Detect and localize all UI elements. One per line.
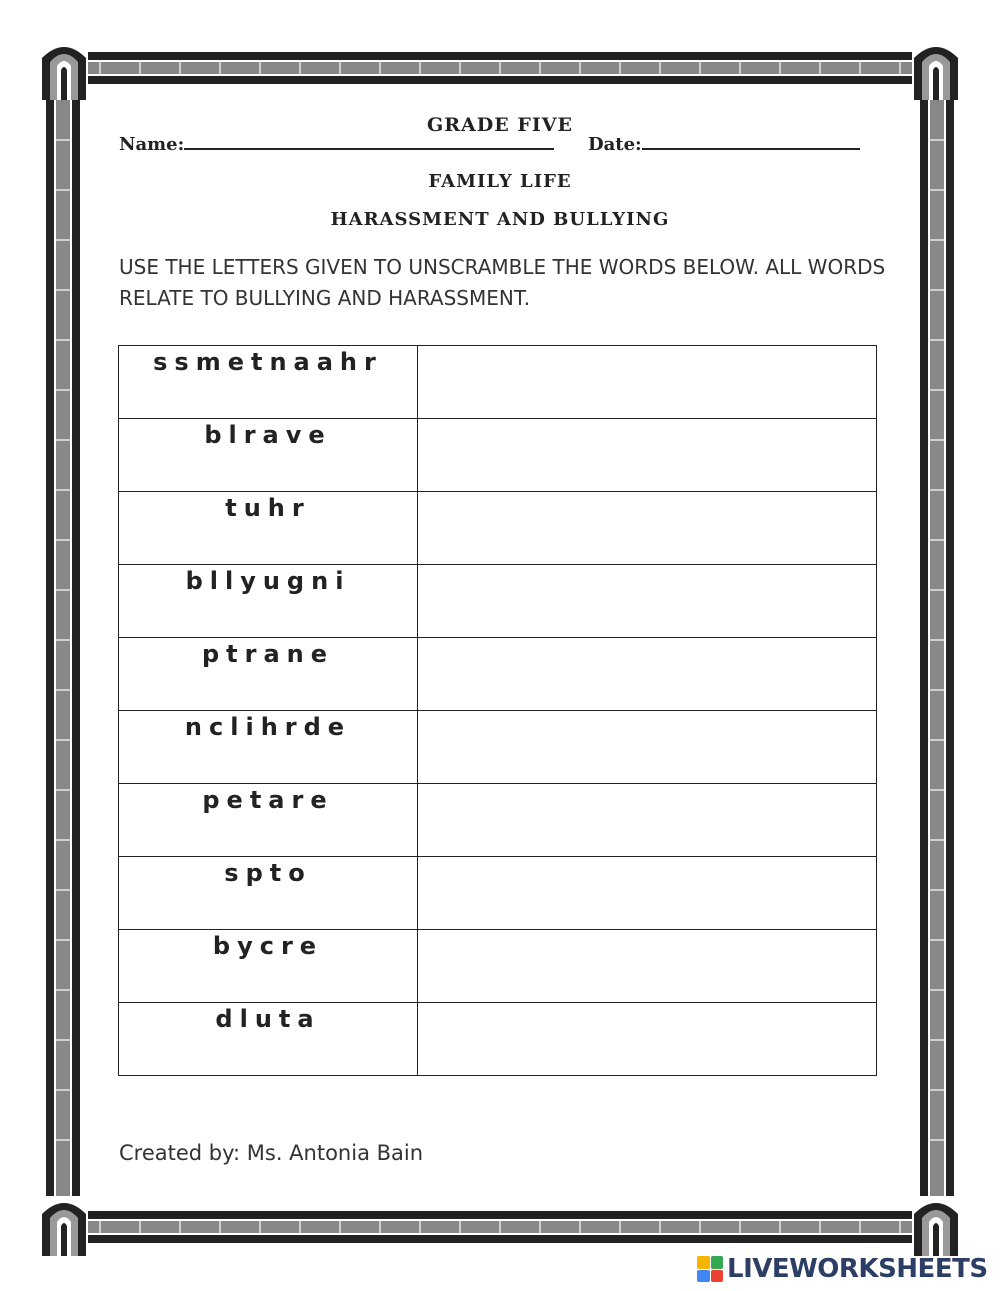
scrambled-word: tuhr [119, 492, 418, 565]
table-row [119, 711, 877, 784]
name-label: Name: [119, 134, 185, 155]
table-row [119, 1003, 877, 1076]
answer-cell[interactable] [418, 419, 877, 492]
scrambled-word: spto [119, 857, 418, 930]
scrambled-word: ptrane [119, 638, 418, 711]
scrambled-word: bllyugni [119, 565, 418, 638]
table-row [119, 857, 877, 930]
scrambled-word: bycre [119, 930, 418, 1003]
answer-cell[interactable] [418, 492, 877, 565]
name-field[interactable] [119, 134, 554, 155]
table-row [119, 638, 877, 711]
logo-square [697, 1256, 710, 1269]
table-row [119, 346, 877, 419]
logo-square [697, 1270, 710, 1283]
date-label: Date: [588, 134, 642, 155]
corner-ornament-top-left [40, 40, 88, 100]
grade-heading: GRADE FIVE [427, 114, 573, 136]
unscramble-table [118, 345, 877, 1076]
table-row [119, 492, 877, 565]
corner-ornament-bottom-left [40, 1196, 88, 1256]
date-blank[interactable] [642, 134, 860, 150]
scrambled-word: ssmetnaahr [119, 346, 418, 419]
scrambled-word: dluta [119, 1003, 418, 1076]
author-credit: Created by: Ms. Antonia Bain [119, 1141, 424, 1165]
subject-heading: FAMILY LIFE [428, 171, 572, 192]
border-top [40, 48, 960, 88]
corner-ornament-top-right [912, 40, 960, 100]
answer-cell[interactable] [418, 784, 877, 857]
liveworksheets-brand[interactable] [697, 1254, 988, 1284]
table-row [119, 930, 877, 1003]
table-row [119, 784, 877, 857]
topic-heading: HARASSMENT AND BULLYING [330, 209, 670, 230]
instructions: USE THE LETTERS GIVEN TO UNSCRAMBLE THE WORDS BELOW. ALL WORDS RELATE TO BULLYING AND HARASSMENT. [119, 255, 886, 310]
brand-name: LIVEWORKSHEETS [727, 1254, 988, 1284]
answer-cell[interactable] [418, 857, 877, 930]
answer-cell[interactable] [418, 565, 877, 638]
logo-square [711, 1256, 724, 1269]
corner-ornament-bottom-right [912, 1196, 960, 1256]
name-blank[interactable] [184, 134, 554, 150]
answer-cell[interactable] [418, 638, 877, 711]
answer-cell[interactable] [418, 930, 877, 1003]
scrambled-word: nclihrde [119, 711, 418, 784]
scrambled-word: petare [119, 784, 418, 857]
border-bottom [40, 1207, 960, 1247]
liveworksheets-logo-icon [697, 1256, 723, 1282]
logo-square [711, 1270, 724, 1283]
table-row [119, 565, 877, 638]
answer-cell[interactable] [418, 346, 877, 419]
scrambled-word: blrave [119, 419, 418, 492]
answer-cell[interactable] [418, 711, 877, 784]
answer-cell[interactable] [418, 1003, 877, 1076]
date-field[interactable] [588, 134, 860, 155]
table-row [119, 419, 877, 492]
